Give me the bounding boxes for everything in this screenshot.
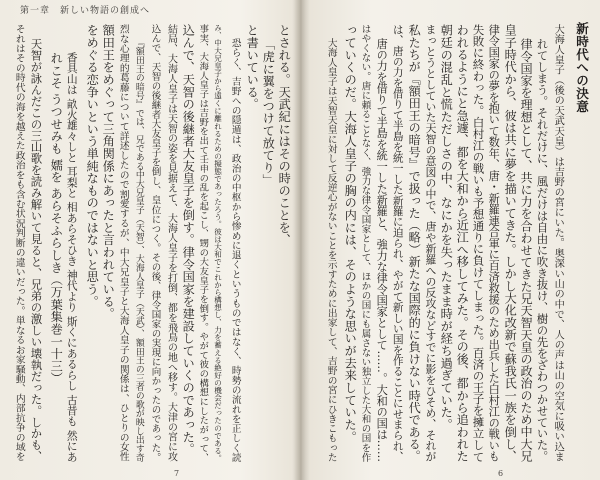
text-column: 大海人皇子（後の天武天皇）は吉野の宮にいた。奥深い山の中で、人の声は山の空気に吸い込ま [552, 24, 564, 462]
text-column: まっとうとしていた天智の意図の中で、唐や新羅への反攻などすでに影をひそめ、それが [423, 24, 437, 462]
section-heading: 新時代への決意 [574, 22, 589, 113]
text-column: 大海人皇子は天智天皇に対して反逆心がないことを示すために出家して、吉野の宮にひきこもった [325, 38, 337, 463]
text-column: われるようにと急遽、都を大和から近江へ移してみた。その後、都から追われた [455, 24, 470, 463]
text-column: 「虎に翼をつけて放てり」 [261, 38, 276, 186]
text-column: 朝廷の混乱と慌ただしさの中、なにかを失ったまま時が経ち過ぎていた。 [439, 24, 454, 431]
text-column: っていくのだ。大海人皇子の胸の内には、そのような思いが去来していた。 [343, 24, 358, 443]
text-column: 天智が詠んだこの三山歌を読み解いて見ると、兄弟の激しい壊執だった。しかも、 [29, 38, 44, 463]
text-column: 結局、大海人皇子は天智の姿を見据えて、大海人皇子を打倒、都を飛鳥の地へ移す。大津の宮に攻 [165, 24, 177, 462]
text-column: 私たちが『額田王の暗号』で扱った（略）新たな国際的に負けない時代である。 [407, 24, 422, 463]
running-head: 第一章 新しい物語の創成へ [20, 6, 151, 16]
text-column: み、中大兄皇子から遠くに離れるための擬態であったろう。彼は大和でこれから構想し、力を蓄える絶好の機会だったのである。 [213, 24, 223, 462]
text-column: れてしまう。それだけに、風だけは自由に吹き抜け、樹の先をざわつかせていた。 [535, 38, 550, 463]
text-column: 唐の力を借りて半島を統一した新羅と、強力な律令国家として……。大和の国は…… [375, 38, 389, 463]
text-column: それはその時代の海を越えた政治をも含む状況判断の違いだった。単なるお家騒動、内部抗争の域を [13, 24, 25, 462]
text-column: 込んで、天智の後継者大友皇子を倒す。律令国家を建設していくのであった。 [181, 24, 196, 456]
page-number: 6 [498, 469, 504, 478]
text-column: 恐らく、吉野への隠遁は、政治の中枢から惨めに退くというものではなく、時勢の流れを正しく読 [229, 38, 241, 463]
text-column: とされる。天武紀にはその時のことを、 [277, 24, 292, 246]
text-column: 額田王をめぐって三角関係にあったと言われている。 [101, 24, 116, 320]
poem-column: 香具山は 畝火雄々しと 耳梨と 相あらそひき 神代より 斯くにあるらし 古昔も 然にあ [65, 52, 79, 463]
text-column: はやくない。唐に頼ることなく、強力な律令国家として、ほかの国にも属さない独立した大和の国を作 [359, 24, 371, 462]
page-number: 7 [174, 469, 180, 478]
text-column: 皇子時代から、彼は共に夢を描いてきた。しかし大化改新で蘇我氏一族を倒し、 [503, 24, 518, 463]
text-column: 事実、大海人皇子は吉野を出て壬申の乱を起こし、甥の大友皇子を倒す。やがて彼の構想にしたがって、 [197, 24, 209, 463]
right-page [302, 0, 600, 480]
left-page [0, 0, 298, 480]
text-column: 込んで、天智の後継者大友皇子を倒し、皇位につく。その後、律令国家の実現に向かったのであった。 [149, 24, 161, 462]
text-column: 失敗に終わった。白村江の戦いも予想通りに負けてしまった。百済の王子を擁立して [471, 24, 486, 463]
text-column: 律令国家を理想として、共に力を合わせてきた兄天智天皇の政治のため中大兄 [519, 38, 534, 462]
text-column: は、唐の力を借りて半島を統一した新羅に迫られ、やがて新しい国を作ることにせまられ、 [391, 24, 405, 462]
text-column: をめぐる恋争いという単純なものではないと思う。 [85, 24, 100, 308]
text-column: 『額田王の暗号』では、兄である中大兄皇子（天智）、大海人皇子（天武）、額田王の三者の歌が映し出す奇 [133, 38, 144, 462]
text-column: と書いている。 [245, 24, 260, 111]
poem-column: れこそ うつせみも 嬬を あらそふらしき（万葉集巻一十三） [49, 52, 64, 385]
text-column: 烈な心理的葛藤について詳述したので割愛するが、中大兄皇子と大海人皇子の関係は、ひとりの女性 [117, 24, 129, 462]
text-column: 律令国家の夢を抱いて数年、唐・新羅連合軍に百済救援のため出兵した白村江の戦いも [487, 24, 501, 462]
